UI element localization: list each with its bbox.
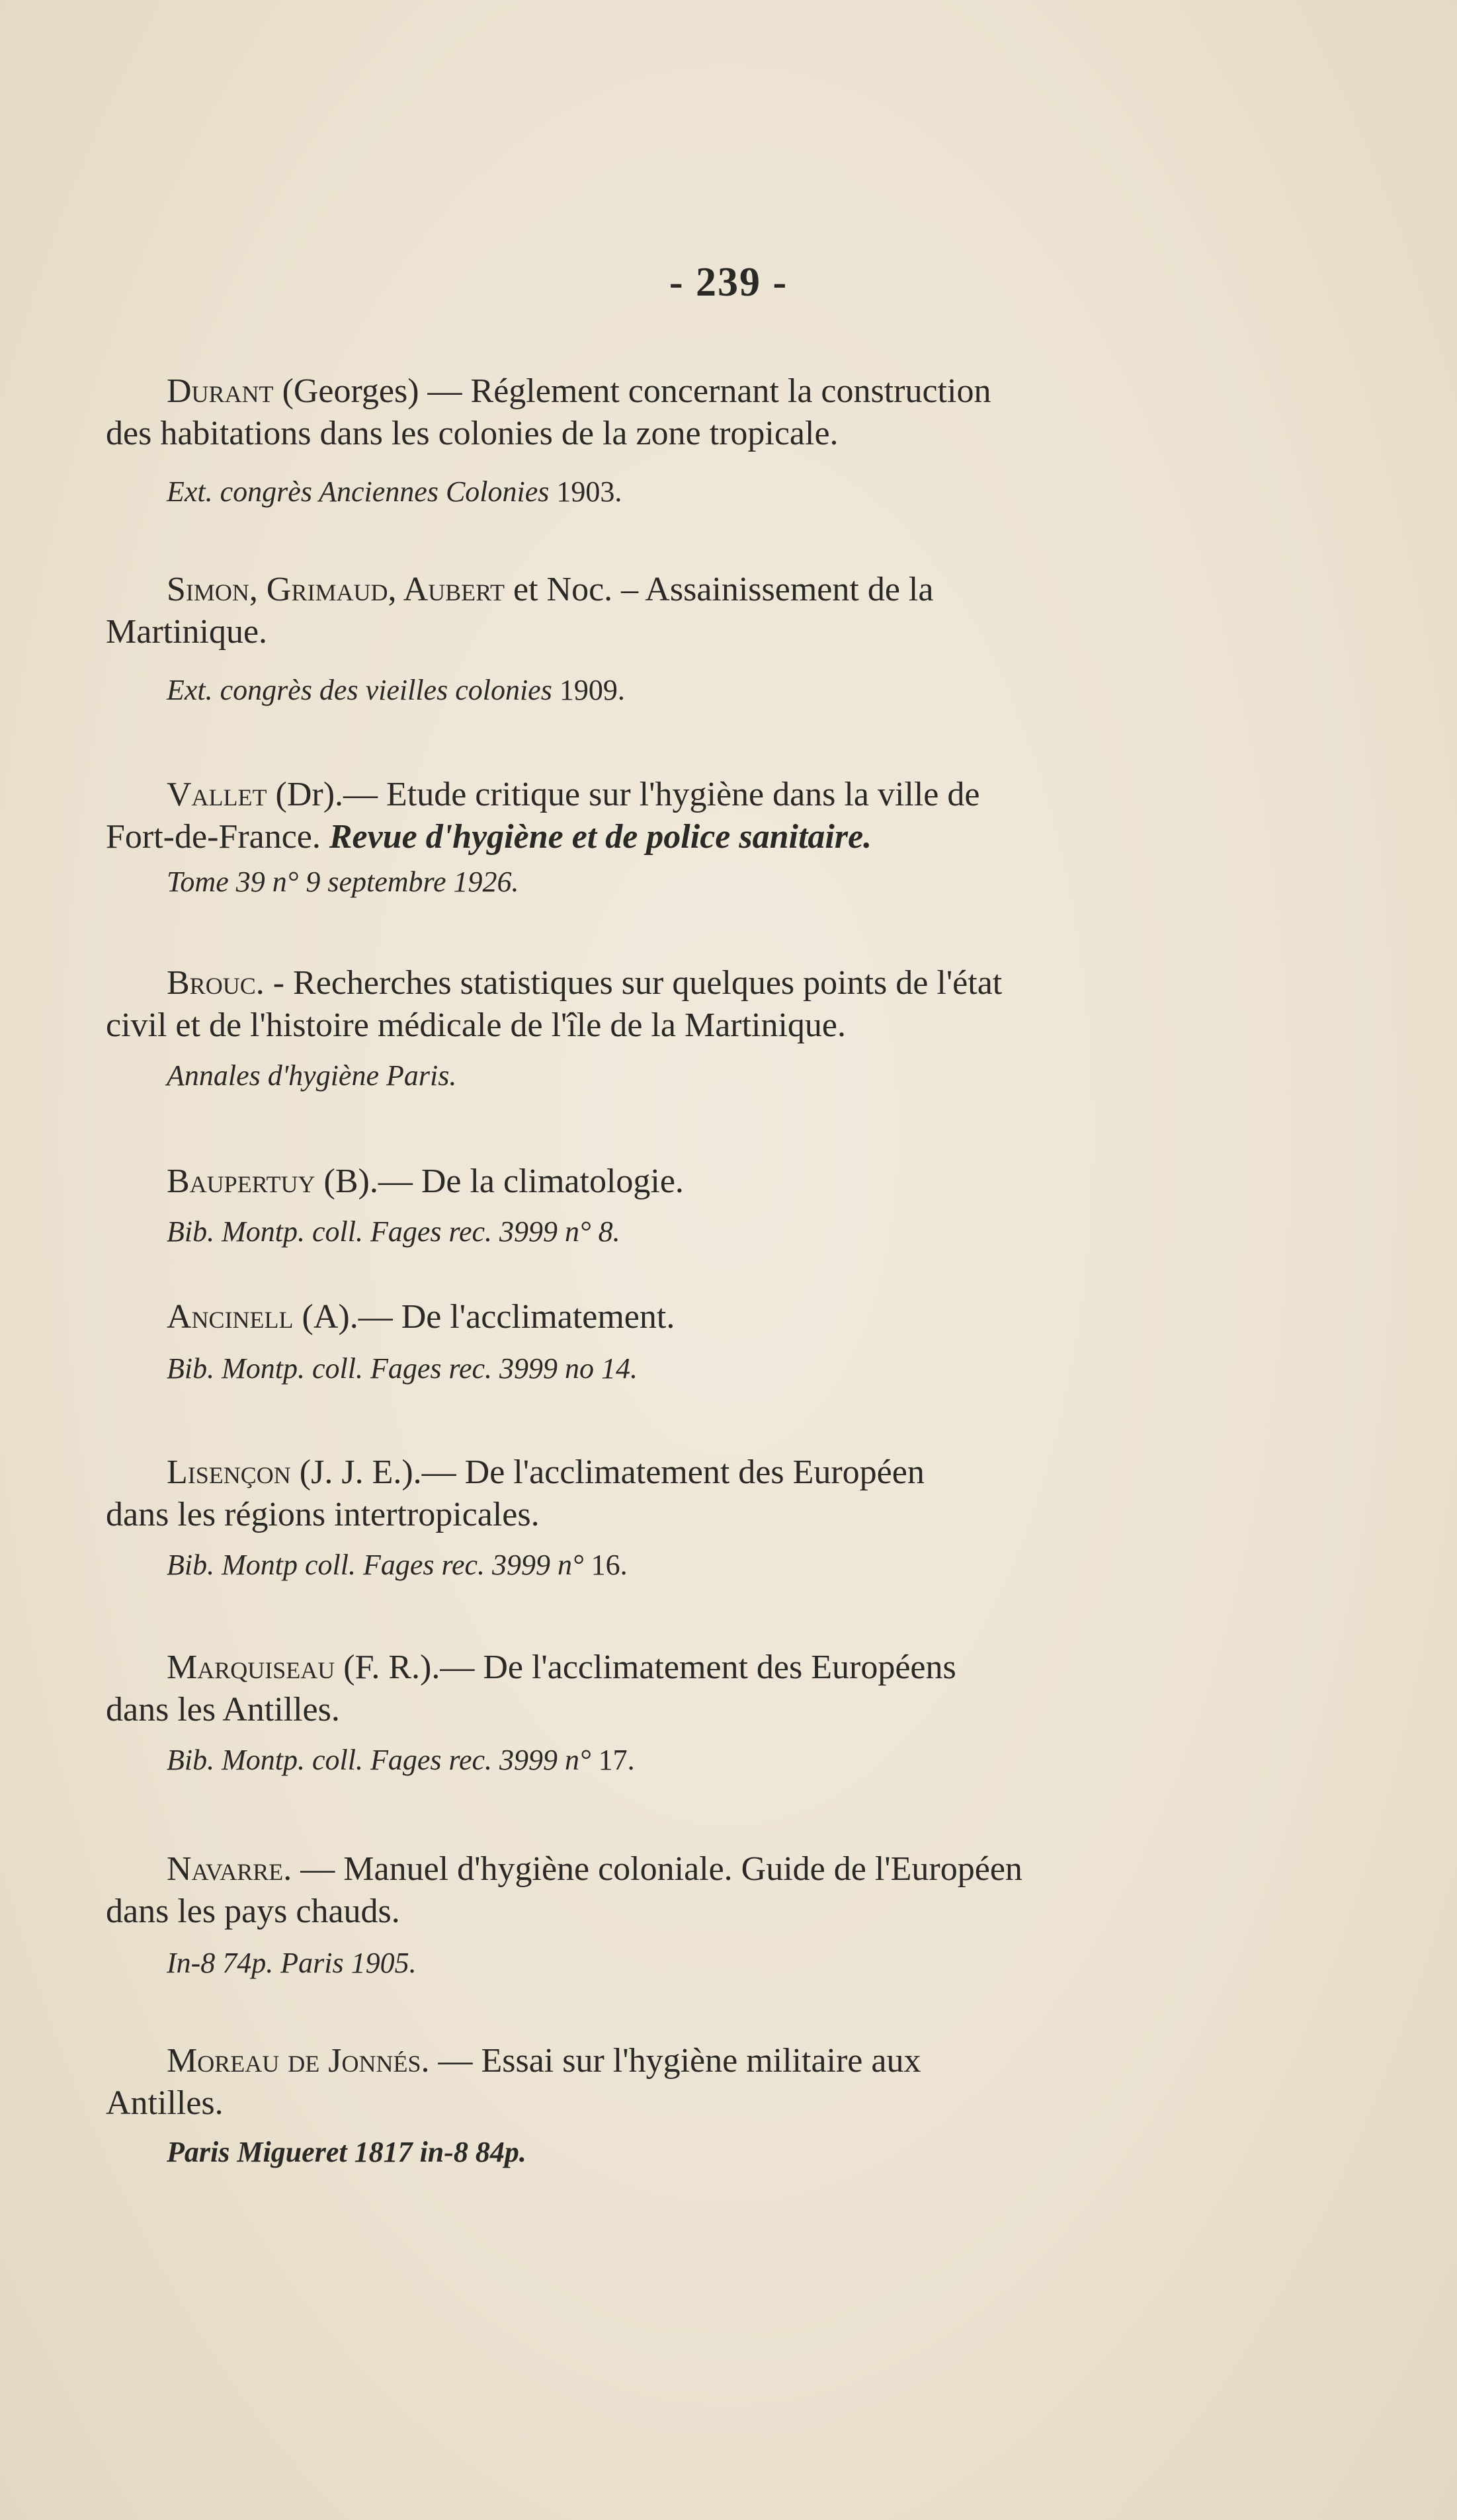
entry-title: (J. J. E.).— De l'acclimatement des Européen [299, 1453, 925, 1491]
entry-source-text: Ext. congrès Anciennes Colonies [167, 475, 550, 508]
entry-source-year: 1909. [559, 674, 625, 706]
entry-title-continued: Martinique. [106, 613, 268, 651]
entry-first-line [106, 774, 1257, 816]
entry-title: (B).— De la climatologie. [323, 1162, 684, 1200]
entry-author: Baupertuy [167, 1162, 315, 1200]
bibliography-entry [106, 1451, 1257, 1585]
entry-title-continued: Antilles. [106, 2084, 224, 2122]
entry-first-line [106, 1296, 1257, 1338]
entry-source-text: Ext. congrès des vieilles colonies [167, 674, 552, 706]
entry-first-line [106, 2040, 1257, 2082]
entry-author: Lisençon [167, 1453, 291, 1491]
entry-title-continued: des habitations dans les colonies de la zone tropicale. [106, 415, 839, 452]
entry-source-year: 1903. [556, 475, 622, 508]
entry-source: Annales d'hygiène Paris. [167, 1059, 457, 1092]
entry-first-line [106, 370, 1257, 413]
entry-source [106, 472, 1257, 512]
bibliography-entry [106, 370, 1257, 512]
entry-place: Fort-de-France. [106, 818, 321, 856]
entry-author: Durant [167, 372, 274, 410]
entry-first-line [106, 1646, 1257, 1689]
entry-source [106, 671, 1257, 710]
entry-title: — Manuel d'hygiène coloniale. Guide de l'Européen [300, 1850, 1022, 1888]
entry-author: Simon, Grimaud, Aubert [167, 571, 505, 608]
entry-source [106, 1545, 1257, 1585]
entry-first-line [106, 1451, 1257, 1494]
bibliography-entry [106, 962, 1257, 1096]
entry-source: Bib. Montp. coll. Fages rec. 3999 n° 8. [167, 1215, 620, 1248]
entry-source: Tome 39 n° 9 septembre 1926. [167, 866, 519, 898]
bibliography-entry [106, 2040, 1257, 2172]
entry-source-number: 17. [598, 1744, 635, 1776]
entry-title-continued [106, 816, 1257, 858]
entry-title-continued: dans les Antilles. [106, 1691, 340, 1728]
entry-title-continued: dans les régions intertropicales. [106, 1496, 540, 1533]
bibliography-entry [106, 1848, 1257, 1983]
page-number: - 239 - [669, 260, 788, 305]
bibliography-entry [106, 1646, 1257, 1780]
entry-title: (Georges) — Réglement concernant la construction [282, 372, 991, 410]
entry-title-continued: dans les pays chauds. [106, 1892, 400, 1930]
entry-first-line [106, 1160, 1257, 1203]
entry-title-continued: civil et de l'histoire médicale de l'île de la Martinique. [106, 1006, 847, 1044]
entry-title: (A).— De l'acclimatement. [302, 1298, 675, 1336]
entry-source [106, 1740, 1257, 1780]
bibliography-entry [106, 1296, 1257, 1389]
entry-journal: Revue d'hygiène et de police sanitaire. [329, 818, 872, 856]
entry-first-line [106, 962, 1257, 1004]
entry-author: Brouc. [167, 964, 265, 1002]
entry-source: Paris Migueret 1817 in-8 84p. [167, 2136, 526, 2168]
entry-source-number: 16. [591, 1549, 628, 1581]
entry-title: - Recherches statistiques sur quelques points de l'état [272, 964, 1003, 1002]
entry-first-line [106, 569, 1257, 611]
entry-author: Vallet [167, 776, 267, 813]
bibliography-entry [106, 774, 1257, 902]
entry-author: Navarre. [167, 1850, 292, 1888]
entry-author: Marquiseau [167, 1648, 335, 1686]
entry-source: Bib. Montp. coll. Fages rec. 3999 no 14. [167, 1352, 638, 1385]
bibliography-entry [106, 1160, 1257, 1252]
entry-title: (Dr).— Etude critique sur l'hygiène dans la ville de [275, 776, 980, 813]
bibliography-entry [106, 569, 1257, 710]
entry-source: In-8 74p. Paris 1905. [167, 1947, 417, 1979]
entry-title: (F. R.).— De l'acclimatement des Européens [343, 1648, 956, 1686]
entry-author: Moreau de Jonnés. [167, 2042, 430, 2080]
entry-title: et Noc. – Assainissement de la [513, 571, 934, 608]
entry-title: — Essai sur l'hygiène militaire aux [438, 2042, 921, 2080]
entry-source-text: Bib. Montp. coll. Fages rec. 3999 n° [167, 1744, 591, 1776]
entry-source-text: Bib. Montp coll. Fages rec. 3999 n° [167, 1549, 584, 1581]
entry-author: Ancinell [167, 1298, 294, 1336]
entry-first-line [106, 1848, 1257, 1890]
